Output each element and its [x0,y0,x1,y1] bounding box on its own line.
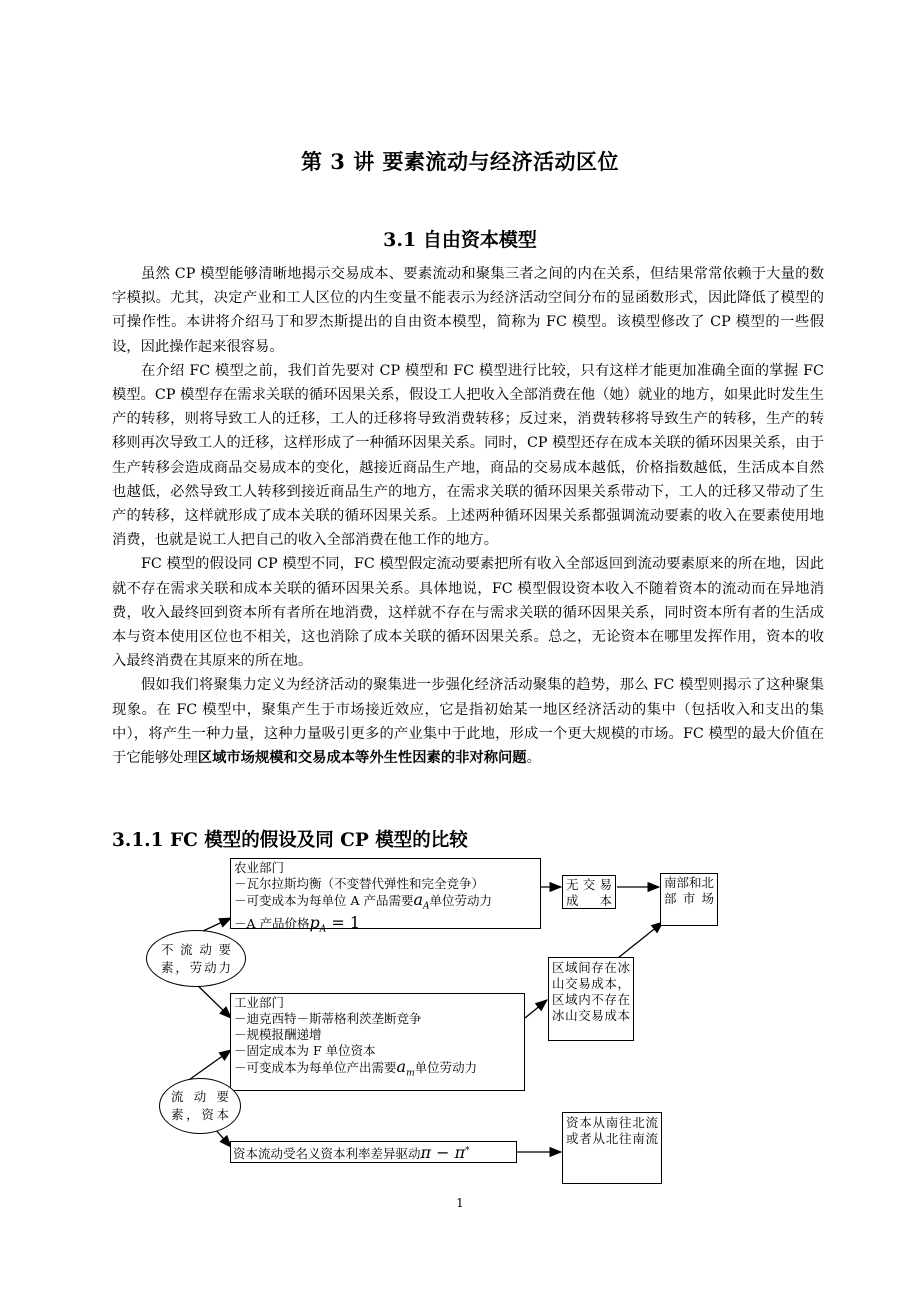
capital-flow-formula: π − π [420,1143,466,1163]
paragraph-3: FC 模型的假设同 CP 模型不同，FC 模型假定流动要素把所有收入全部返回到流动要素原来的所在地，因此就不存在需求关联和成本关联的循环因果关系。具体地说，FC 模型假设资本收入不随着资本的流动而在异地消费，收入最终回到资本所有者所在地消费，这样就不存在与需求关联的循环因果关系，同时资本所有者的生活成本与资本使用区位也不相关，这也消除了成本关联的循环因果关系。总之，无论资本在哪里发挥作用，资本的收入最终消费在其原来的所在地。 [112,556,824,670]
section-heading: 3.1 自由资本模型 [383,229,537,251]
market-box: 南部和北部市场 [660,873,718,926]
page-number: 1 [456,1196,464,1210]
agriculture-sector-box [230,858,541,934]
industry-line-2: －规模报酬递增 [234,1027,322,1042]
industry-line-4: －可变成本为每单位产出需要$a_m$单位劳动力 [234,1057,478,1079]
paragraph-1: 虽然 CP 模型能够清晰地揭示交易成本、要素流动和聚集三者之间的内在关系，但结果常常依赖于大量的数字模拟。尤其，决定产业和工人区位的内生变量不能表示为经济活动空间分布的显函数形式，因此降低了模型的可操作性。本讲将介绍马丁和罗杰斯提出的自由资本模型，简称为 FC 模型。该模型修改了 CP 模型的一些假设，因此操作起来很容易。 [112,266,824,355]
immobile-factor-ellipse: 不流动要素，劳动力 [146,930,246,987]
arrow-capital-to-industry [186,1050,231,1082]
arrow-iceberg-to-market [618,922,663,958]
capital-direction-box: 资本从南往北流或者从北往南流 [562,1112,662,1184]
page-title: 第 3 讲 要素流动与经济活动区位 [300,149,620,174]
subsection-heading: 3.1.1 FC 模型的假设及同 CP 模型的比较 [112,830,468,851]
iceberg-cost-box: 区域间存在冰山交易成本，区域内不存在冰山交易成本 [548,957,634,1041]
agri-title: 农业部门 [234,860,285,875]
no-trade-cost-box: 无交易成本 [562,875,616,909]
arrow-industry-to-iceberg [525,1000,547,1018]
industry-title: 工业部门 [234,995,285,1010]
paragraph-4-end: 。 [526,750,541,767]
capital-flow-text: 资本流动受名义资本利率差异驱动 [233,1146,421,1162]
industry-sector-box [230,993,525,1091]
industry-line-3: －固定成本为 F 单位资本 [234,1043,376,1058]
paragraph-4-text: 假如我们将聚集力定义为经济活动的聚集进一步强化经济活动聚集的趋势，那么 FC 模型则揭示了这种聚集现象。在 FC 模型中，聚集产生于市场接近效应，它是指初始某一地区经济活动的集中（包括收入和支出的集中），将产生一种力量，这种力量吸引更多的产业集中于此地，形成一个更大规模的市场。FC 模型的最大价值在于它能够处理 [112,677,824,767]
capital-flow-box: 资本流动受名义资本利率差异驱动π − π* [230,1141,517,1163]
mobile-factor-ellipse: 流动要素，资本 [159,1078,241,1134]
agri-line-3: －A 产品价格$p_A = 1$ [234,912,361,934]
agri-line-2: －可变成本为每单位 A 产品需要$a_A$单位劳动力 [234,890,493,912]
paragraph-4-bold: 区域市场规模和交易成本等外生性因素的非对称问题 [197,750,527,767]
industry-line-1: －迪克西特－斯蒂格利茨垄断竞争 [234,1011,422,1026]
paragraph-2: 在介绍 FC 模型之前，我们首先要对 CP 模型和 FC 模型进行比较，只有这样才能更加准确全面的掌握 FC 模型。CP 模型存在需求关联的循环因果关系，假设工人把收入全部消费在他（她）就业的地方，如果此时发生生产的转移，则将导致工人的迁移，工人的迁移将导致消费转移；反过来，消费转移将导致生产的转移，生产的转移则再次导致工人的迁移，这样形成了一种循环因果关系。同时，CP 模型还存在成本关联的循环因果关系，由于生产转移会造成商品交易成本的变化，越接近商品生产地，商品的交易成本越低，价格指数越低，生活成本自然也越低，必然导致工人转移到接近商品生产的地方，在需求关联的循环因果关系带动下，工人的迁移又带动了生产的转移，这样就形成了成本关联的循环因果关系。上述两种循环因果关系都强调流动要素的收入在要素使用地消费，也就是说工人把自己的收入全部消费在他工作的地方。 [112,362,824,549]
agri-line-1: －瓦尔拉斯均衡（不变替代弹性和完全竞争） [234,876,485,891]
